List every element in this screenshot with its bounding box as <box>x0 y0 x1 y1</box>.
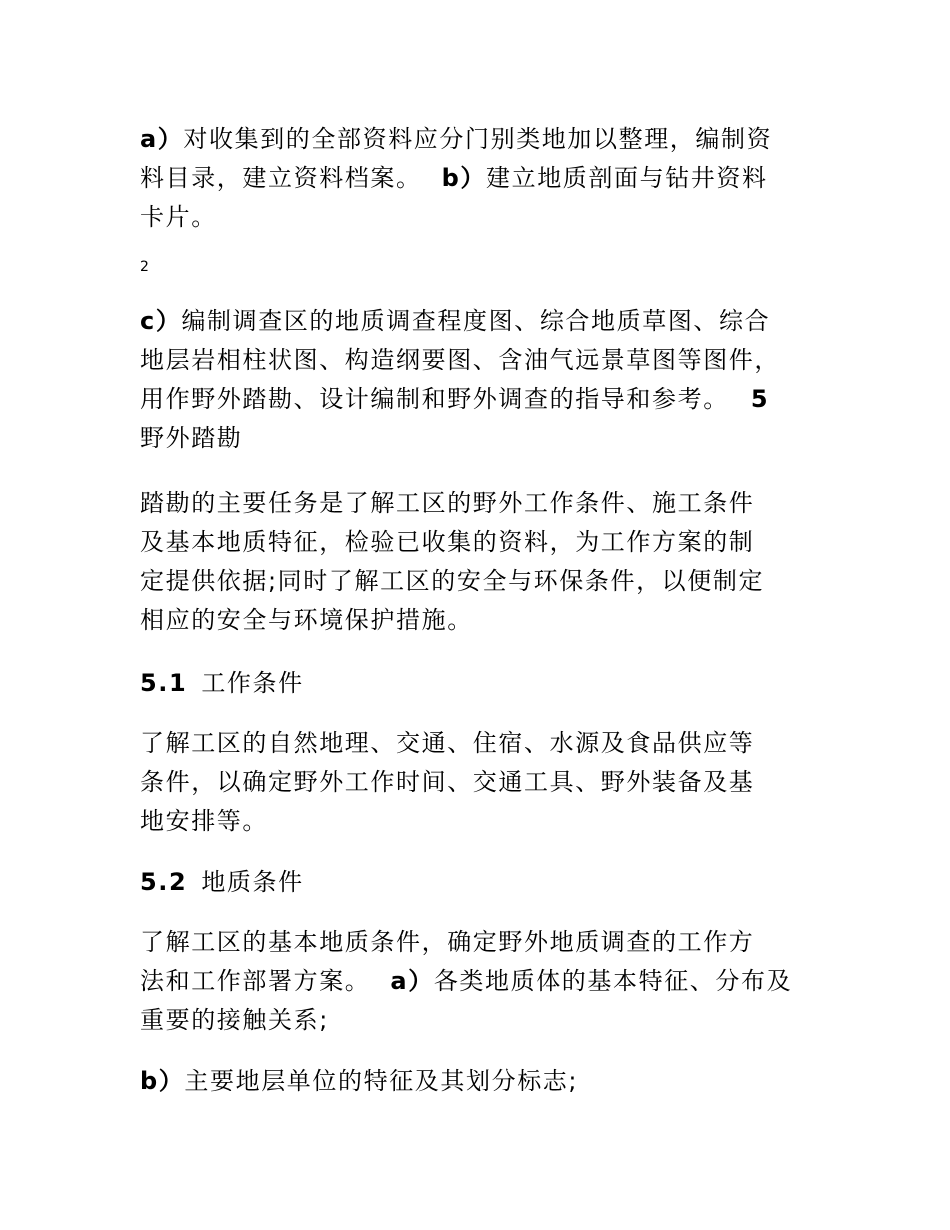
paragraph-text: 用作野外踏勘、设计编制和野外调查的指导和参考。 <box>140 385 729 413</box>
section-title: 野外踏勘 <box>140 424 243 452</box>
paragraph-text: 料目录，建立资料档案。 <box>140 164 422 192</box>
paragraph-a-b <box>140 120 820 237</box>
paragraph-line <box>140 380 820 419</box>
paragraph-line: 地安排等。 <box>140 807 268 835</box>
list-marker-b: b） <box>441 164 486 192</box>
paragraph-line <box>140 302 820 341</box>
list-marker-a: a） <box>390 967 434 995</box>
paragraph-text: 法和工作部署方案。 <box>140 967 371 995</box>
paragraph-line <box>140 159 820 198</box>
paragraph-line <box>140 341 820 380</box>
paragraph-line: 相应的安全与环境保护措施。 <box>140 606 473 634</box>
page-number: 2 <box>140 259 149 275</box>
list-marker-c: c） <box>140 307 182 335</box>
list-marker-a: a） <box>140 125 184 153</box>
paragraph-work-conditions <box>140 724 820 841</box>
paragraph-line: 定提供依据;同时了解工区的安全与环保条件，以便制定 <box>140 567 765 595</box>
paragraph-text: 各类地质体的基本特征、分布及 <box>433 967 793 995</box>
paragraph-line: 重要的接触关系; <box>140 1006 329 1034</box>
section-heading-5-1 <box>140 664 820 703</box>
paragraph-line: 条件，以确定野外工作时间、交通工具、野外装备及基 <box>140 768 755 796</box>
paragraph-line: 及基本地质特征，检验已收集的资料，为工作方案的制 <box>140 528 755 556</box>
paragraph-line <box>140 120 820 159</box>
section-heading-5-2 <box>140 863 820 902</box>
paragraph-text: 地层岩相柱状图、构造纲要图、含油气远景草图等图件， <box>140 346 780 374</box>
section-title: 地质条件 <box>201 868 304 896</box>
paragraph-geo-conditions <box>140 923 820 1040</box>
section-title: 工作条件 <box>201 669 304 697</box>
list-marker-b: b） <box>140 1067 185 1095</box>
paragraph-line: 了解工区的自然地理、交通、住宿、水源及食品供应等 <box>140 729 755 757</box>
paragraph-text: 对收集到的全部资料应分门别类地加以整理，编制资 <box>183 125 773 153</box>
heading-line <box>140 664 820 703</box>
paragraph-c <box>140 302 820 458</box>
section-number: 5.2 <box>140 868 188 896</box>
paragraph-line <box>140 962 820 1001</box>
paragraph-text: 卡片。 <box>140 203 217 231</box>
paragraph-line: 踏勘的主要任务是了解工区的野外工作条件、施工条件 <box>140 489 755 517</box>
paragraph-survey <box>140 484 820 640</box>
paragraph-text: 主要地层单位的特征及其划分标志; <box>184 1067 579 1095</box>
paragraph-text: 编制调查区的地质调查程度图、综合地质草图、综合 <box>181 307 771 335</box>
section-number: 5 <box>750 385 770 413</box>
paragraph-line <box>140 1062 820 1101</box>
list-item-b-strata <box>140 1062 820 1101</box>
paragraph-text: 建立地质剖面与钻井资料 <box>486 164 768 192</box>
paragraph-line: 了解工区的基本地质条件，确定野外地质调查的工作方 <box>140 928 755 956</box>
section-number: 5.1 <box>140 669 188 697</box>
heading-line <box>140 863 820 902</box>
paragraph-line <box>140 198 820 237</box>
